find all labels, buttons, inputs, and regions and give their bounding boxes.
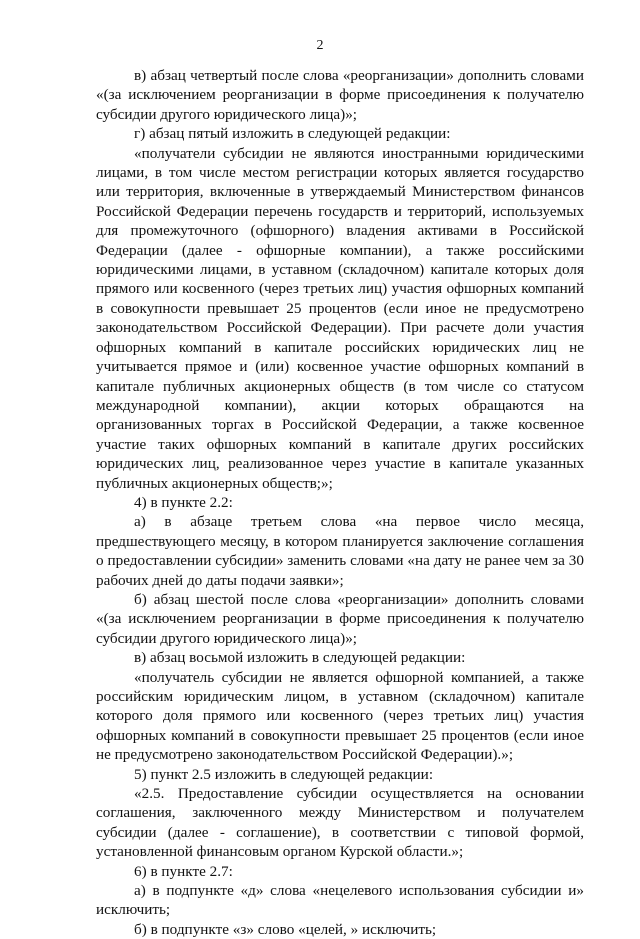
paragraph-item-4: 4) в пункте 2.2: <box>134 493 233 511</box>
paragraph-v-fourth-abzac: в) абзац четвертый после слова «реорганизации» дополнить словами «(за исключением реорганизации в форме присоединения к получателю субсидии другого юридического лица)»; <box>96 67 584 123</box>
paragraph-item-6: 6) в пункте 2.7: <box>134 862 233 880</box>
paragraph-clause-2-5: «2.5. Предоставление субсидии осуществляется на основании соглашения, заключенного между Министерством и получателем субсидии (далее - соглашение), в соответствии с типовой формой, установленной финансовым органом Курской области.»; <box>96 785 584 861</box>
paragraph-item-4b: б) абзац шестой после слова «реорганизации» дополнить словами «(за исключением реорганизации в форме присоединения к получателю субсидии другого юридического лица)»; <box>96 590 584 647</box>
paragraph-offshore-definition: «получатели субсидии не являются иностранными юридическими лицами, в том числе местом регистрации которых является государство или территория, включенные в утверждаемый Министерством финансов Российской Федерации перечень государств и территорий, используемых для промежуточного (офшорного) владения активами в Российской Федерации (далее - офшорные компании), а также российскими юридическими лицами, в уставном (складочном) капитале которых доля прямого или косвенного (через третьих лиц) участия офшорных компаний в совокупности превышает 25 процентов (если иное не предусмотрено законодательством Российской Федерации). При расчете доли участия офшорных компаний в капитале российских юридических лиц не учитывается прямое и (или) косвенное участие офшорных компаний в капитале публичных акционерных обществ (в том числе со статусом международной компании), акции которых обращаются на организованных торгах в Российской Федерации, а также косвенное участие таких офшорных компаний в капитале других российских юридических лиц, реализованное через участие в капитале указанных публичных акционерных обществ;»; <box>96 144 584 492</box>
page-number: 2 <box>316 38 324 53</box>
paragraph-item-6b: б) в подпункте «з» слово «целей, » исключить; <box>134 920 437 938</box>
paragraph-item-5: 5) пункт 2.5 изложить в следующей редакции: <box>134 765 434 783</box>
paragraph-item-6a: а) в подпункте «д» слова «нецелевого использования субсидии и» исключить; <box>96 882 584 919</box>
paragraph-g-fifth-abzac: г) абзац пятый изложить в следующей редакции: <box>134 125 451 143</box>
document-body <box>96 66 584 939</box>
paragraph-item-4a: а) в абзаце третьем слова «на первое число месяца, предшествующего месяцу, в котором планируется заключение соглашения о предоставлении субсидии» заменить словами «на дату не ранее чем за 30 рабочих дней до даты подачи заявки»; <box>96 513 584 589</box>
paragraph-recipient-not-offshore: «получатель субсидии не является офшорной компанией, а также российским юридическим лицом, в уставном (складочном) капитале которого доля прямого или косвенного (через третьих лиц) участия офшорных компаний в совокупности превышает 25 процентов (если иное не предусмотрено законодательством Российской Федерации).»; <box>96 668 584 764</box>
paragraph-item-4v: в) абзац восьмой изложить в следующей редакции: <box>134 649 466 667</box>
